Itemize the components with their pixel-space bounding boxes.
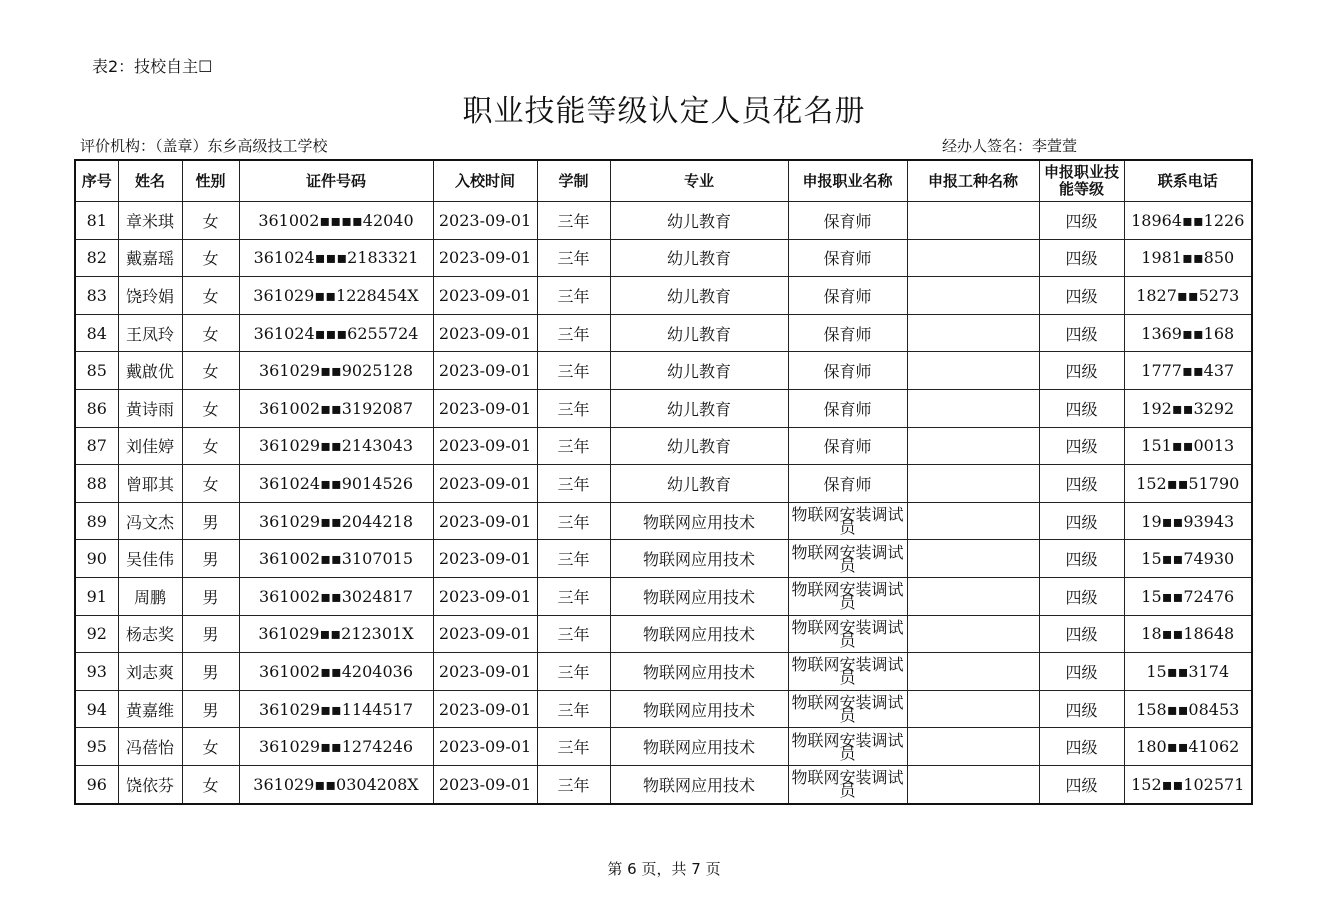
cell-job — [907, 277, 1039, 315]
table-row — [75, 577, 1252, 615]
column-header: 序号 — [75, 160, 118, 202]
column-header: 联系电话 — [1124, 160, 1252, 202]
cell-id: 361002▪▪3024817 — [239, 577, 433, 615]
cell-phone: 152▪▪102571 — [1124, 765, 1252, 803]
cell-id: 361024▪▪9014526 — [239, 465, 433, 503]
cell-date: 2023-09-01 — [433, 502, 537, 540]
cell-major: 物联网应用技术 — [610, 615, 788, 653]
cell-level: 四级 — [1039, 502, 1124, 540]
roster-table — [74, 159, 1253, 805]
column-header: 申报工种名称 — [907, 160, 1039, 202]
table-row — [75, 389, 1252, 427]
column-header: 入校时间 — [433, 160, 537, 202]
cell-no: 96 — [75, 765, 118, 803]
cell-job — [907, 615, 1039, 653]
cell-name: 周鹏 — [118, 577, 182, 615]
cell-id: 361029▪▪2143043 — [239, 427, 433, 465]
cell-date: 2023-09-01 — [433, 577, 537, 615]
cell-major: 幼儿教育 — [610, 239, 788, 277]
cell-id: 361024▪▪▪2183321 — [239, 239, 433, 277]
cell-level: 四级 — [1039, 314, 1124, 352]
cell-id: 361029▪▪9025128 — [239, 352, 433, 390]
cell-name: 杨志奖 — [118, 615, 182, 653]
cell-date: 2023-09-01 — [433, 728, 537, 766]
cell-gender: 女 — [182, 389, 239, 427]
cell-id: 361002▪▪4204036 — [239, 653, 433, 691]
cell-job — [907, 540, 1039, 578]
cell-job — [907, 465, 1039, 503]
cell-no: 90 — [75, 540, 118, 578]
cell-no: 85 — [75, 352, 118, 390]
cell-gender: 女 — [182, 465, 239, 503]
column-header: 姓名 — [118, 160, 182, 202]
cell-gender: 男 — [182, 653, 239, 691]
page-number: 第 6 页，共 7 页 — [607, 860, 721, 878]
cell-job — [907, 728, 1039, 766]
cell-level: 四级 — [1039, 540, 1124, 578]
cell-years: 三年 — [537, 615, 610, 653]
cell-major: 幼儿教育 — [610, 277, 788, 315]
cell-name: 黄嘉维 — [118, 690, 182, 728]
cell-years: 三年 — [537, 352, 610, 390]
cell-job — [907, 239, 1039, 277]
cell-no: 87 — [75, 427, 118, 465]
cell-years: 三年 — [537, 690, 610, 728]
cell-job — [907, 653, 1039, 691]
cell-years: 三年 — [537, 202, 610, 240]
cell-years: 三年 — [537, 765, 610, 803]
table-row — [75, 352, 1252, 390]
cell-gender: 女 — [182, 314, 239, 352]
cell-name: 冯文杰 — [118, 502, 182, 540]
cell-no: 93 — [75, 653, 118, 691]
cell-date: 2023-09-01 — [433, 615, 537, 653]
cell-gender: 女 — [182, 352, 239, 390]
cell-level: 四级 — [1039, 352, 1124, 390]
cell-level: 四级 — [1039, 389, 1124, 427]
cell-level: 四级 — [1039, 653, 1124, 691]
column-header: 专业 — [610, 160, 788, 202]
cell-major: 物联网应用技术 — [610, 577, 788, 615]
table-row — [75, 239, 1252, 277]
cell-id: 361029▪▪1144517 — [239, 690, 433, 728]
column-header: 证件号码 — [239, 160, 433, 202]
cell-occupation: 保育师 — [788, 465, 907, 503]
cell-phone: 1369▪▪168 — [1124, 314, 1252, 352]
cell-level: 四级 — [1039, 427, 1124, 465]
cell-phone: 158▪▪08453 — [1124, 690, 1252, 728]
cell-phone: 192▪▪3292 — [1124, 389, 1252, 427]
cell-years: 三年 — [537, 389, 610, 427]
table-label: 表2：技校自主☐ — [92, 57, 213, 76]
cell-date: 2023-09-01 — [433, 239, 537, 277]
table-row — [75, 653, 1252, 691]
cell-major: 物联网应用技术 — [610, 540, 788, 578]
cell-occupation: 保育师 — [788, 352, 907, 390]
cell-name: 戴啟优 — [118, 352, 182, 390]
cell-date: 2023-09-01 — [433, 765, 537, 803]
cell-no: 83 — [75, 277, 118, 315]
cell-gender: 男 — [182, 502, 239, 540]
cell-gender: 女 — [182, 427, 239, 465]
cell-occupation: 保育师 — [788, 277, 907, 315]
cell-occupation: 保育师 — [788, 427, 907, 465]
cell-occupation: 物联网安装调试员 — [788, 765, 907, 803]
cell-phone: 15▪▪72476 — [1124, 577, 1252, 615]
cell-no: 89 — [75, 502, 118, 540]
cell-occupation: 保育师 — [788, 314, 907, 352]
cell-no: 95 — [75, 728, 118, 766]
cell-date: 2023-09-01 — [433, 277, 537, 315]
cell-major: 幼儿教育 — [610, 465, 788, 503]
cell-level: 四级 — [1039, 277, 1124, 315]
cell-years: 三年 — [537, 653, 610, 691]
cell-name: 饶玲娟 — [118, 277, 182, 315]
cell-no: 92 — [75, 615, 118, 653]
cell-phone: 180▪▪41062 — [1124, 728, 1252, 766]
column-header: 学制 — [537, 160, 610, 202]
cell-date: 2023-09-01 — [433, 202, 537, 240]
table-row — [75, 502, 1252, 540]
cell-phone: 152▪▪51790 — [1124, 465, 1252, 503]
cell-years: 三年 — [537, 540, 610, 578]
table-row — [75, 765, 1252, 803]
cell-years: 三年 — [537, 427, 610, 465]
cell-date: 2023-09-01 — [433, 653, 537, 691]
cell-occupation: 保育师 — [788, 202, 907, 240]
cell-major: 幼儿教育 — [610, 352, 788, 390]
cell-name: 黄诗雨 — [118, 389, 182, 427]
column-header: 性别 — [182, 160, 239, 202]
cell-no: 91 — [75, 577, 118, 615]
cell-phone: 1777▪▪437 — [1124, 352, 1252, 390]
cell-id: 361029▪▪0304208X — [239, 765, 433, 803]
cell-occupation: 物联网安装调试员 — [788, 577, 907, 615]
cell-occupation: 物联网安装调试员 — [788, 615, 907, 653]
cell-id: 361024▪▪▪6255724 — [239, 314, 433, 352]
cell-job — [907, 352, 1039, 390]
cell-name: 曾耶其 — [118, 465, 182, 503]
cell-phone: 15▪▪3174 — [1124, 653, 1252, 691]
cell-major: 幼儿教育 — [610, 389, 788, 427]
cell-occupation: 保育师 — [788, 389, 907, 427]
cell-phone: 19▪▪93943 — [1124, 502, 1252, 540]
document-title: 职业技能等级认定人员花名册 — [462, 94, 866, 129]
cell-phone: 151▪▪0013 — [1124, 427, 1252, 465]
cell-occupation: 物联网安装调试员 — [788, 502, 907, 540]
cell-no: 82 — [75, 239, 118, 277]
cell-major: 物联网应用技术 — [610, 502, 788, 540]
cell-years: 三年 — [537, 277, 610, 315]
cell-major: 物联网应用技术 — [610, 728, 788, 766]
cell-level: 四级 — [1039, 239, 1124, 277]
cell-date: 2023-09-01 — [433, 427, 537, 465]
cell-id: 361029▪▪1274246 — [239, 728, 433, 766]
cell-major: 物联网应用技术 — [610, 690, 788, 728]
cell-id: 361002▪▪3192087 — [239, 389, 433, 427]
cell-name: 刘志爽 — [118, 653, 182, 691]
cell-date: 2023-09-01 — [433, 690, 537, 728]
cell-occupation: 保育师 — [788, 239, 907, 277]
cell-date: 2023-09-01 — [433, 540, 537, 578]
cell-gender: 女 — [182, 202, 239, 240]
cell-phone: 1981▪▪850 — [1124, 239, 1252, 277]
table-row — [75, 690, 1252, 728]
cell-no: 88 — [75, 465, 118, 503]
cell-level: 四级 — [1039, 765, 1124, 803]
table-row — [75, 427, 1252, 465]
cell-level: 四级 — [1039, 465, 1124, 503]
cell-level: 四级 — [1039, 728, 1124, 766]
cell-years: 三年 — [537, 502, 610, 540]
cell-date: 2023-09-01 — [433, 314, 537, 352]
cell-phone: 1827▪▪5273 — [1124, 277, 1252, 315]
cell-years: 三年 — [537, 728, 610, 766]
cell-level: 四级 — [1039, 202, 1124, 240]
column-header: 申报职业名称 — [788, 160, 907, 202]
cell-gender: 男 — [182, 690, 239, 728]
cell-gender: 女 — [182, 728, 239, 766]
cell-name: 饶依芬 — [118, 765, 182, 803]
cell-id: 361029▪▪212301X — [239, 615, 433, 653]
table-header-row — [75, 160, 1252, 202]
cell-gender: 女 — [182, 765, 239, 803]
cell-name: 冯蓓怡 — [118, 728, 182, 766]
table-row — [75, 277, 1252, 315]
cell-years: 三年 — [537, 239, 610, 277]
cell-level: 四级 — [1039, 690, 1124, 728]
cell-major: 物联网应用技术 — [610, 765, 788, 803]
cell-gender: 女 — [182, 277, 239, 315]
table-row — [75, 615, 1252, 653]
cell-phone: 15▪▪74930 — [1124, 540, 1252, 578]
cell-years: 三年 — [537, 465, 610, 503]
cell-job — [907, 765, 1039, 803]
cell-job — [907, 389, 1039, 427]
cell-years: 三年 — [537, 577, 610, 615]
cell-job — [907, 202, 1039, 240]
cell-no: 81 — [75, 202, 118, 240]
cell-level: 四级 — [1039, 577, 1124, 615]
cell-phone: 18964▪▪1226 — [1124, 202, 1252, 240]
cell-date: 2023-09-01 — [433, 352, 537, 390]
cell-name: 章米琪 — [118, 202, 182, 240]
cell-major: 物联网应用技术 — [610, 653, 788, 691]
cell-occupation: 物联网安装调试员 — [788, 728, 907, 766]
cell-gender: 男 — [182, 540, 239, 578]
cell-job — [907, 502, 1039, 540]
table-body — [75, 202, 1252, 804]
cell-gender: 女 — [182, 239, 239, 277]
cell-gender: 男 — [182, 577, 239, 615]
cell-id: 361029▪▪1228454X — [239, 277, 433, 315]
evaluation-org: 评价机构：（盖章）东乡高级技工学校 — [80, 137, 328, 155]
cell-occupation: 物联网安装调试员 — [788, 540, 907, 578]
cell-name: 吴佳伟 — [118, 540, 182, 578]
table-row — [75, 314, 1252, 352]
cell-date: 2023-09-01 — [433, 389, 537, 427]
table-row — [75, 728, 1252, 766]
cell-phone: 18▪▪18648 — [1124, 615, 1252, 653]
cell-major: 幼儿教育 — [610, 314, 788, 352]
cell-occupation: 物联网安装调试员 — [788, 653, 907, 691]
column-header: 申报职业技能等级 — [1039, 160, 1124, 202]
cell-level: 四级 — [1039, 615, 1124, 653]
cell-years: 三年 — [537, 314, 610, 352]
cell-name: 刘佳婷 — [118, 427, 182, 465]
cell-id: 361002▪▪▪▪42040 — [239, 202, 433, 240]
cell-major: 幼儿教育 — [610, 202, 788, 240]
cell-gender: 男 — [182, 615, 239, 653]
cell-job — [907, 427, 1039, 465]
table-row — [75, 540, 1252, 578]
cell-major: 幼儿教育 — [610, 427, 788, 465]
signer-name: 经办人签名：李萱萱 — [942, 137, 1078, 155]
cell-job — [907, 314, 1039, 352]
cell-name: 王凤玲 — [118, 314, 182, 352]
cell-id: 361002▪▪3107015 — [239, 540, 433, 578]
cell-id: 361029▪▪2044218 — [239, 502, 433, 540]
cell-no: 84 — [75, 314, 118, 352]
cell-occupation: 物联网安装调试员 — [788, 690, 907, 728]
table-row — [75, 465, 1252, 503]
cell-name: 戴嘉瑶 — [118, 239, 182, 277]
table-row — [75, 202, 1252, 240]
cell-no: 86 — [75, 389, 118, 427]
cell-job — [907, 577, 1039, 615]
cell-job — [907, 690, 1039, 728]
cell-no: 94 — [75, 690, 118, 728]
cell-date: 2023-09-01 — [433, 465, 537, 503]
